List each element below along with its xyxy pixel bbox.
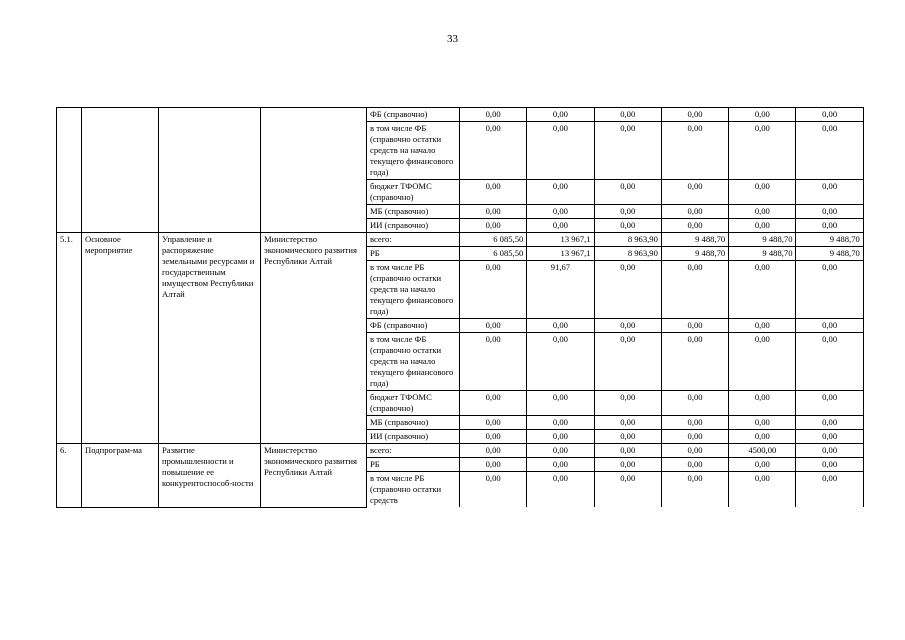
cell-source: бюджет ТФОМС (справочно) xyxy=(367,391,460,416)
cell-value: 0,00 xyxy=(796,472,863,508)
cell-value: 9 488,70 xyxy=(661,233,728,247)
cell-value: 0,00 xyxy=(460,122,527,180)
cell-name: Управление и распоряжение земельными ресурсами и государственным имуществом Республики Алтай xyxy=(159,233,261,444)
cell-value: 0,00 xyxy=(796,391,863,416)
cell-value: 0,00 xyxy=(661,319,728,333)
cell-value: 0,00 xyxy=(527,444,594,458)
cell-value: 0,00 xyxy=(661,416,728,430)
cell-value: 0,00 xyxy=(527,205,594,219)
cell-number: 5.1. xyxy=(57,233,82,444)
cell-value: 0,00 xyxy=(594,333,661,391)
cell-value: 0,00 xyxy=(661,261,728,319)
cell-name xyxy=(159,108,261,233)
cell-value: 0,00 xyxy=(594,219,661,233)
cell-value: 0,00 xyxy=(460,219,527,233)
cell-source: бюджет ТФОМС (справочно) xyxy=(367,180,460,205)
cell-source: РБ xyxy=(367,458,460,472)
cell-type: Основное мероприятие xyxy=(82,233,159,444)
cell-value: 0,00 xyxy=(460,319,527,333)
cell-value: 0,00 xyxy=(460,333,527,391)
cell-value: 91,67 xyxy=(527,261,594,319)
cell-value: 0,00 xyxy=(729,261,796,319)
cell-value: 0,00 xyxy=(594,472,661,508)
funding-table xyxy=(56,107,864,508)
cell-value: 8 963,90 xyxy=(594,233,661,247)
cell-value: 4500,00 xyxy=(729,444,796,458)
cell-value: 0,00 xyxy=(460,416,527,430)
cell-value: 0,00 xyxy=(527,430,594,444)
table-body xyxy=(57,108,864,508)
cell-value: 0,00 xyxy=(796,444,863,458)
cell-value: 0,00 xyxy=(661,391,728,416)
cell-source: МБ (справочно) xyxy=(367,205,460,219)
cell-source: МБ (справочно) xyxy=(367,416,460,430)
cell-value: 0,00 xyxy=(594,205,661,219)
cell-source: ИИ (справочно) xyxy=(367,219,460,233)
cell-value: 8 963,90 xyxy=(594,247,661,261)
cell-value: 0,00 xyxy=(796,458,863,472)
cell-source: ФБ (справочно) xyxy=(367,108,460,122)
cell-value: 0,00 xyxy=(796,108,863,122)
cell-value: 0,00 xyxy=(661,122,728,180)
cell-value: 0,00 xyxy=(661,472,728,508)
cell-value: 9 488,70 xyxy=(729,247,796,261)
cell-name: Развитие промышленности и повышение ее конкурентоспособ-ности xyxy=(159,444,261,508)
cell-value: 0,00 xyxy=(661,444,728,458)
cell-value: 0,00 xyxy=(527,472,594,508)
cell-value: 0,00 xyxy=(527,333,594,391)
cell-type xyxy=(82,108,159,233)
cell-value: 0,00 xyxy=(661,205,728,219)
cell-value: 0,00 xyxy=(796,333,863,391)
cell-value: 0,00 xyxy=(661,219,728,233)
cell-value: 0,00 xyxy=(594,430,661,444)
cell-value: 13 967,1 xyxy=(527,233,594,247)
cell-value: 9 488,70 xyxy=(661,247,728,261)
page-number: 33 xyxy=(447,33,458,45)
cell-value: 0,00 xyxy=(729,219,796,233)
cell-value: 0,00 xyxy=(594,416,661,430)
table-row xyxy=(57,108,864,122)
cell-source: в том числе ФБ (справочно остатки средств на начало текущего финансового года) xyxy=(367,333,460,391)
cell-source: ИИ (справочно) xyxy=(367,430,460,444)
cell-value: 0,00 xyxy=(729,430,796,444)
cell-value: 0,00 xyxy=(661,333,728,391)
cell-value: 0,00 xyxy=(661,180,728,205)
cell-value: 0,00 xyxy=(729,122,796,180)
cell-value: 0,00 xyxy=(594,261,661,319)
cell-number: 6. xyxy=(57,444,82,508)
cell-value: 0,00 xyxy=(527,458,594,472)
cell-number xyxy=(57,108,82,233)
cell-value: 0,00 xyxy=(527,319,594,333)
cell-type: Подпрограм-ма xyxy=(82,444,159,508)
cell-value: 0,00 xyxy=(796,219,863,233)
cell-value: 0,00 xyxy=(594,122,661,180)
cell-value: 0,00 xyxy=(594,108,661,122)
cell-value: 0,00 xyxy=(527,391,594,416)
cell-value: 0,00 xyxy=(460,458,527,472)
cell-value: 0,00 xyxy=(527,108,594,122)
cell-value: 0,00 xyxy=(594,391,661,416)
cell-value: 0,00 xyxy=(527,180,594,205)
cell-value: 0,00 xyxy=(796,261,863,319)
cell-source: всего: xyxy=(367,444,460,458)
cell-value: 9 488,70 xyxy=(796,247,863,261)
cell-value: 0,00 xyxy=(796,430,863,444)
cell-value: 0,00 xyxy=(594,444,661,458)
cell-source: в том числе РБ (справочно остатки средств xyxy=(367,472,460,508)
cell-value: 0,00 xyxy=(527,122,594,180)
cell-value: 0,00 xyxy=(460,391,527,416)
cell-value: 13 967,1 xyxy=(527,247,594,261)
cell-source: всего: xyxy=(367,233,460,247)
cell-value: 0,00 xyxy=(729,180,796,205)
cell-source: в том числе ФБ (справочно остатки средств на начало текущего финансового года) xyxy=(367,122,460,180)
cell-value: 0,00 xyxy=(460,205,527,219)
cell-value: 0,00 xyxy=(729,108,796,122)
cell-value: 0,00 xyxy=(527,416,594,430)
cell-value: 0,00 xyxy=(729,472,796,508)
table-row xyxy=(57,444,864,458)
cell-value: 0,00 xyxy=(796,205,863,219)
cell-value: 0,00 xyxy=(729,458,796,472)
cell-value: 9 488,70 xyxy=(729,233,796,247)
cell-source: РБ xyxy=(367,247,460,261)
cell-value: 0,00 xyxy=(594,319,661,333)
cell-org: Министерство экономического развития Республики Алтай xyxy=(261,233,367,444)
cell-value: 0,00 xyxy=(729,416,796,430)
cell-value: 0,00 xyxy=(729,391,796,416)
cell-source: ФБ (справочно) xyxy=(367,319,460,333)
cell-value: 0,00 xyxy=(729,319,796,333)
cell-value: 0,00 xyxy=(460,108,527,122)
cell-value: 9 488,70 xyxy=(796,233,863,247)
cell-value: 0,00 xyxy=(661,108,728,122)
cell-value: 0,00 xyxy=(460,180,527,205)
cell-value: 0,00 xyxy=(527,219,594,233)
table-row xyxy=(57,233,864,247)
cell-value: 0,00 xyxy=(661,430,728,444)
cell-value: 6 085,50 xyxy=(460,233,527,247)
cell-source: в том числе РБ (справочно остатки средств на начало текущего финансового года) xyxy=(367,261,460,319)
cell-value: 0,00 xyxy=(729,205,796,219)
cell-value: 6 085,50 xyxy=(460,247,527,261)
cell-value: 0,00 xyxy=(460,472,527,508)
cell-org: Министерство экономического развития Республики Алтай xyxy=(261,444,367,508)
cell-value: 0,00 xyxy=(729,333,796,391)
cell-value: 0,00 xyxy=(460,261,527,319)
cell-value: 0,00 xyxy=(796,122,863,180)
cell-value: 0,00 xyxy=(796,180,863,205)
cell-value: 0,00 xyxy=(594,458,661,472)
cell-value: 0,00 xyxy=(661,458,728,472)
cell-value: 0,00 xyxy=(594,180,661,205)
cell-value: 0,00 xyxy=(460,444,527,458)
cell-value: 0,00 xyxy=(796,319,863,333)
cell-value: 0,00 xyxy=(460,430,527,444)
cell-org xyxy=(261,108,367,233)
cell-value: 0,00 xyxy=(796,416,863,430)
